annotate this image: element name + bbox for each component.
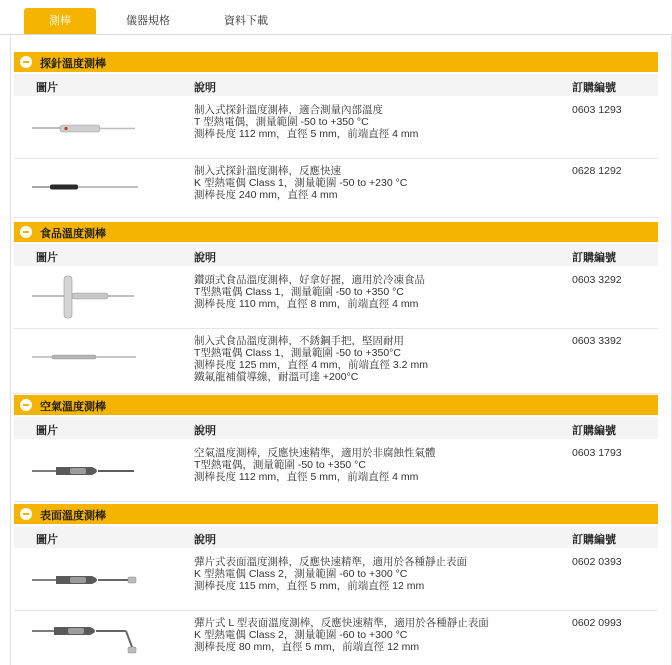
column-description: 說明 bbox=[194, 425, 216, 437]
section-header-air[interactable] bbox=[14, 395, 658, 415]
column-picture: 圖片 bbox=[36, 534, 58, 546]
order-number: 0603 1793 bbox=[572, 447, 622, 459]
order-number: 0603 3292 bbox=[572, 274, 622, 286]
product-row bbox=[14, 611, 658, 665]
column-picture: 圖片 bbox=[36, 425, 58, 437]
product-description: 制入式食品溫度測棒，不銹鋼手把，堅固耐用 T型熱電偶 Class 1，測量範圍 -50 to +350°C 測棒長度 125 mm，直徑 4 mm，前端直徑 3.2 mm 鐵氟龍補償導線，耐溫可達 +200°C bbox=[194, 335, 428, 383]
product-description: 制入式探針溫度測棒，反應快速 K 型熱電偶 Class 1，測量範圍 -50 to +230 °C 測棒長度 240 mm，直徑 4 mm bbox=[194, 165, 408, 201]
product-description: 彈片式 L 型表面溫度測棒，反應快速精準，適用於各種靜止表面 K 型熱電偶 Class 2，測量範圍 -60 to +300 °C 測棒長度 80 mm，直徑 5 mm，前端直徑 12 mm bbox=[194, 617, 489, 653]
product-row bbox=[14, 329, 658, 394]
surface-probe-icon bbox=[30, 550, 140, 610]
column-order-no: 訂購編號 bbox=[572, 534, 616, 546]
column-header bbox=[14, 526, 658, 548]
order-number: 0603 1293 bbox=[572, 104, 622, 116]
section-title: 食品溫度測棒 bbox=[40, 228, 106, 240]
corkscrew-probe-icon bbox=[30, 268, 140, 328]
section-title: 空氣溫度測棒 bbox=[40, 401, 106, 413]
tab-specifications[interactable]: 儀器規格 bbox=[126, 15, 170, 27]
collapse-icon[interactable] bbox=[20, 399, 32, 411]
column-order-no: 訂購編號 bbox=[572, 252, 616, 264]
product-row bbox=[14, 268, 658, 329]
section-title: 探針溫度測棒 bbox=[40, 58, 106, 70]
section-header-food[interactable] bbox=[14, 222, 658, 242]
order-number: 0602 0993 bbox=[572, 617, 622, 629]
product-description: 鑽頭式食品溫度測棒，好拿好握，適用於冷凍食品 T型熱電偶 Class 1，測量範圍 -50 to +350 °C 測棒長度 110 mm，直徑 8 mm，前端直徑 4 mm bbox=[194, 274, 425, 310]
column-order-no: 訂購編號 bbox=[572, 425, 616, 437]
column-picture: 圖片 bbox=[36, 252, 58, 264]
l-surface-probe-icon bbox=[30, 611, 140, 665]
order-number: 0628 1292 bbox=[572, 165, 622, 177]
collapse-icon[interactable] bbox=[20, 226, 32, 238]
column-description: 說明 bbox=[194, 252, 216, 264]
column-header bbox=[14, 244, 658, 266]
column-order-no: 訂購編號 bbox=[572, 82, 616, 94]
column-description: 說明 bbox=[194, 534, 216, 546]
air-probe-icon bbox=[30, 441, 140, 501]
column-header bbox=[14, 417, 658, 439]
product-description: 彈片式表面溫度測棒，反應快速精準，適用於各種靜止表面 K 型熱電偶 Class 2，測量範圍 -60 to +300 °C 測棒長度 115 mm，直徑 5 mm，前端直徑 12 mm bbox=[194, 556, 467, 592]
column-header bbox=[14, 74, 658, 96]
long-probe-icon bbox=[30, 159, 140, 217]
tab-downloads[interactable]: 資料下載 bbox=[224, 15, 268, 27]
section-header-penetration[interactable] bbox=[14, 52, 658, 72]
product-description: 制入式探針溫度測棒，適合測量內部溫度 T 型熱電偶，測量範圍 -50 to +350 °C 測棒長度 112 mm，直徑 5 mm，前端直徑 4 mm bbox=[194, 104, 419, 140]
penetration-probe-icon bbox=[30, 98, 140, 158]
product-row bbox=[14, 98, 658, 159]
collapse-icon[interactable] bbox=[20, 508, 32, 520]
product-row bbox=[14, 441, 658, 502]
steel-probe-icon bbox=[30, 329, 140, 393]
section-header-surface[interactable] bbox=[14, 504, 658, 524]
column-picture: 圖片 bbox=[36, 82, 58, 94]
section-title: 表面溫度測棒 bbox=[40, 510, 106, 522]
order-number: 0603 3392 bbox=[572, 335, 622, 347]
product-row bbox=[14, 550, 658, 611]
order-number: 0602 0393 bbox=[572, 556, 622, 568]
collapse-icon[interactable] bbox=[20, 56, 32, 68]
column-description: 說明 bbox=[194, 82, 216, 94]
tab-bar bbox=[0, 0, 672, 35]
tab-probes[interactable]: 測棒 bbox=[24, 8, 96, 34]
product-description: 空氣溫度測棒，反應快速精準，適用於非腐蝕性氣體 T型熱電偶，測量範圍 -50 to +350 °C 測棒長度 112 mm，直徑 5 mm，前端直徑 4 mm bbox=[194, 447, 436, 483]
product-row bbox=[14, 159, 658, 218]
